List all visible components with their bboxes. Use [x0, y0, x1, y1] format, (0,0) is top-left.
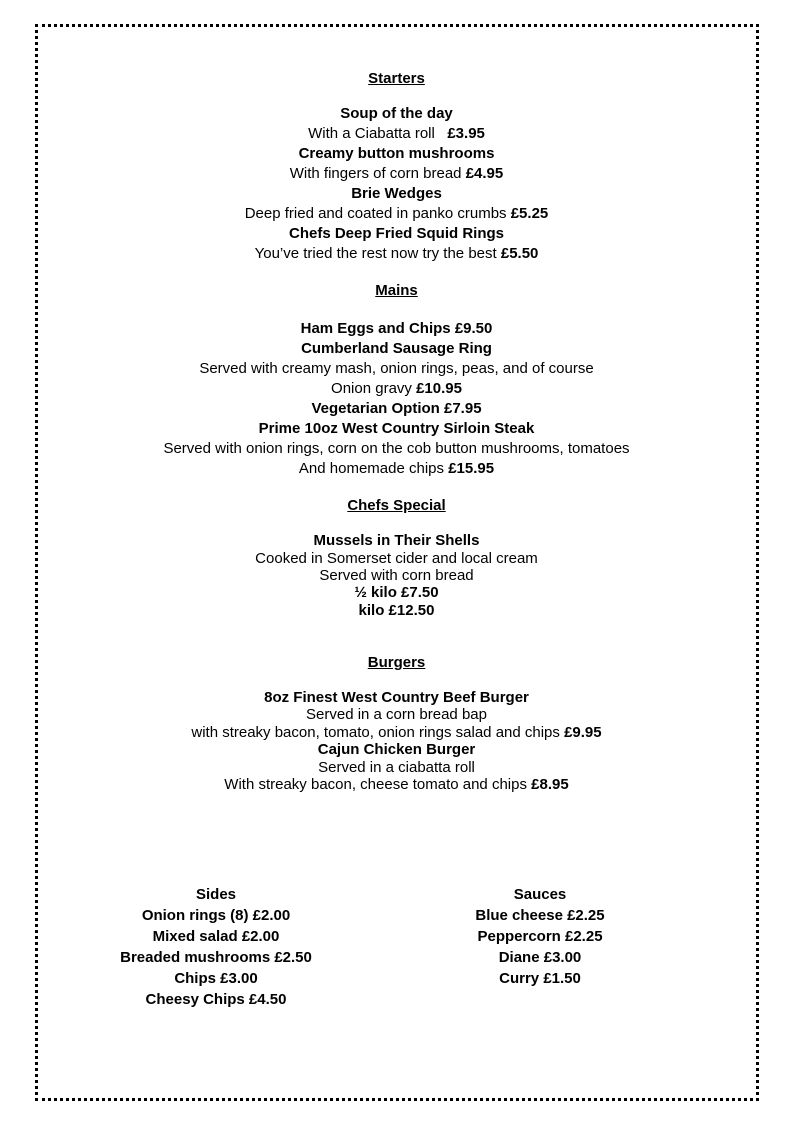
- sausage-name: Cumberland Sausage Ring: [301, 340, 492, 357]
- mains-heading: Mains: [375, 282, 418, 299]
- brie-line: [0, 205, 793, 223]
- cajun-burger-price: £8.95: [531, 776, 569, 793]
- beef-burger-line-2: [0, 724, 793, 742]
- sausage-desc-2: Onion gravy: [331, 380, 412, 397]
- soup-line: [0, 125, 793, 143]
- sides-heading: Sides: [195, 886, 237, 903]
- mussels-kilo: kilo £12.50: [358, 602, 435, 619]
- sauce-item: Diane £3.00: [498, 949, 582, 966]
- cajun-burger-name: Cajun Chicken Burger: [317, 741, 476, 758]
- soup-price: £3.95: [447, 125, 485, 142]
- steak-line-2: [0, 460, 793, 478]
- mussels-desc-1: Cooked in Somerset cider and local cream: [255, 550, 538, 567]
- side-item: Chips £3.00: [174, 970, 258, 987]
- side-item: Cheesy Chips £4.50: [145, 991, 287, 1008]
- steak-name: Prime 10oz West Country Sirloin Steak: [258, 420, 535, 437]
- side-item: Mixed salad £2.00: [152, 928, 280, 945]
- mushrooms-line: [0, 165, 793, 183]
- sauce-item: Blue cheese £2.25: [475, 907, 605, 924]
- cajun-burger-desc-2: With streaky bacon, cheese tomato and chips: [224, 776, 527, 793]
- burgers-heading: Burgers: [367, 654, 426, 671]
- mushrooms-name: Creamy button mushrooms: [298, 145, 495, 162]
- squid-name: Chefs Deep Fried Squid Rings: [288, 225, 505, 242]
- beef-burger-price: £9.95: [564, 724, 602, 741]
- sauce-item: Curry £1.50: [499, 970, 581, 987]
- mussels-desc-2: Served with corn bread: [319, 567, 474, 584]
- brie-name: Brie Wedges: [351, 185, 442, 202]
- sides-column: [100, 886, 332, 1012]
- beef-burger-desc-1: Served in a corn bread bap: [306, 706, 487, 723]
- side-item: Breaded mushrooms £2.50: [120, 949, 312, 966]
- beef-burger-desc-2: with streaky bacon, tomato, onion rings salad and chips: [191, 724, 560, 741]
- sauce-item: Peppercorn £2.25: [477, 928, 603, 945]
- mushrooms-desc: With fingers of corn bread: [289, 165, 462, 182]
- sausage-price: £10.95: [416, 380, 462, 397]
- squid-desc: You’ve tried the rest now try the best: [254, 245, 497, 262]
- steak-price: £15.95: [448, 460, 495, 477]
- vegetarian-option: Vegetarian Option £7.95: [311, 400, 482, 417]
- brie-desc: Deep fried and coated in panko crumbs: [244, 205, 507, 222]
- squid-line: [0, 245, 793, 263]
- starters-heading: Starters: [368, 70, 425, 87]
- brie-price: £5.25: [510, 205, 549, 222]
- cajun-burger-line-2: [0, 776, 793, 794]
- chefs-special-heading: Chefs Special: [347, 497, 446, 514]
- squid-price: £5.50: [500, 245, 539, 262]
- side-item: Onion rings (8) £2.00: [141, 907, 291, 924]
- mussels-half-kilo: ½ kilo £7.50: [354, 584, 439, 601]
- steak-desc-1: Served with onion rings, corn on the cob button mushrooms, tomatoes: [163, 440, 630, 457]
- sausage-desc-1: Served with creamy mash, onion rings, peas, and of course: [199, 360, 594, 377]
- mushrooms-price: £4.95: [465, 165, 504, 182]
- sauces-heading: Sauces: [513, 886, 567, 903]
- steak-desc-2: And homemade chips: [298, 460, 445, 477]
- cajun-burger-desc-1: Served in a ciabatta roll: [318, 759, 475, 776]
- sauces-column: [440, 886, 640, 991]
- mussels-name: Mussels in Their Shells: [313, 532, 480, 549]
- ham-eggs-chips: Ham Eggs and Chips £9.50: [300, 320, 493, 337]
- soup-name: Soup of the day: [340, 105, 453, 122]
- beef-burger-name: 8oz Finest West Country Beef Burger: [264, 689, 529, 706]
- soup-desc: With a Ciabatta roll: [308, 125, 435, 142]
- sausage-line-2: [0, 380, 793, 398]
